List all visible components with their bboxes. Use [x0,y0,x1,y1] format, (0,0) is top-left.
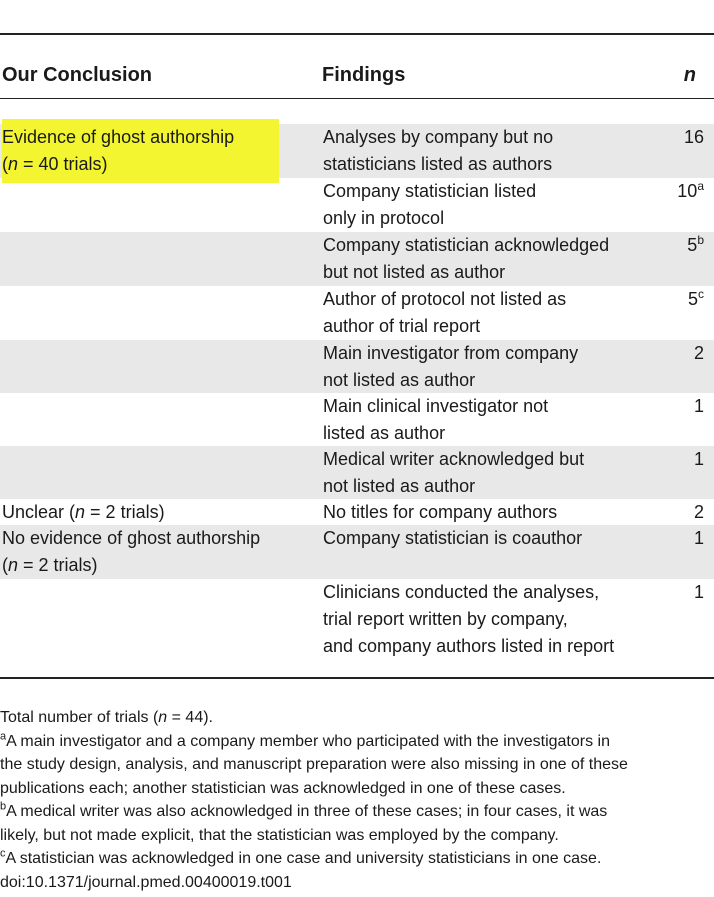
header-our-conclusion: Our Conclusion [2,64,152,86]
header-findings: Findings [322,64,406,86]
table-row [0,178,714,232]
n-value: 10 [677,181,698,201]
table-row [0,393,714,446]
n-value: 2 [693,502,704,522]
footnote-marker: b [0,800,7,813]
table-bottom-rule [0,677,714,679]
n-variable: n [8,555,19,575]
header-n: n [683,64,696,86]
conclusion-line [2,151,234,178]
footnote-a-line: the study design, analysis, and manuscript preparation were also missing in one of these [0,756,628,773]
note-text: Total number of trials ( [0,709,159,726]
findings-line: not listed as author [323,476,476,496]
footnote-marker: a [0,730,7,743]
findings-cell [323,124,553,178]
n-cell [694,446,704,473]
findings-cell [323,232,609,286]
footnote-a-line: publications each; another statistician was acknowledged in one of these cases. [0,779,566,797]
table-row [0,579,714,667]
footnote-b [0,800,714,824]
conclusion-text: = 2 trials) [85,502,165,522]
n-value: 1 [693,528,704,548]
conclusion-line: No evidence of ghost authorship [2,528,261,548]
n-cell [694,579,704,606]
table-row [0,499,714,525]
note-text: = 44). [167,709,213,726]
n-variable: n [8,154,19,174]
n-value: 1 [693,396,704,416]
n-cell [677,178,704,205]
total-note [0,706,714,730]
findings-line: only in protocol [323,208,445,228]
findings-cell [323,393,548,447]
conclusion-text: = 40 trials) [18,154,108,174]
note-text: A medical writer was also acknowledged in three of these cases; in four cases, it was [6,803,608,820]
conclusion-text: Unclear ( [2,502,76,522]
findings-line: statisticians listed as authors [323,154,553,174]
findings-line: and company authors listed in report [323,636,615,656]
findings-line: listed as author [323,423,446,443]
findings-cell [323,446,584,500]
findings-cell [323,499,557,526]
n-cell [694,499,704,526]
findings-line: Company statistician is coauthor [323,528,583,548]
n-value: 5 [687,289,698,309]
findings-cell [323,525,582,552]
n-value: 2 [693,343,704,363]
findings-line: Company statistician listed [323,181,537,201]
footnote-c [0,847,714,871]
footnote-marker: c [0,847,6,860]
n-cell [687,232,704,259]
footnote-marker: c [698,287,704,301]
findings-cell [323,579,614,660]
table-top-rule [0,33,714,35]
table-row [0,340,714,393]
n-variable: n [75,502,86,522]
note-text: A main investigator and a company member who participated with the investigators in [6,732,610,750]
conclusion-text: ( [2,555,8,575]
conclusion-cell [2,499,165,526]
footnote-marker: b [697,233,704,247]
conclusion-line: Evidence of ghost authorship [2,127,235,147]
findings-cell [323,340,578,394]
findings-line: Analyses by company but no [323,127,554,147]
findings-line: Clinicians conducted the analyses, [323,582,600,602]
table-row [0,525,714,579]
findings-cell [323,178,536,232]
findings-line: but not listed as author [323,262,506,282]
conclusion-text: = 2 trials) [18,555,98,575]
n-value: 16 [683,127,704,147]
n-cell [694,340,704,367]
header-rule [0,98,714,99]
footnote-b-line: likely, but not made explicit, that the statistician was employed by the company. [0,826,559,844]
footnote-marker: a [697,179,704,193]
conclusion-text: ( [2,154,8,174]
n-variable: n [158,709,168,726]
table-row [0,286,714,340]
table-row [0,446,714,499]
findings-line: Author of protocol not listed as [323,289,567,309]
findings-line: trial report written by company, [323,609,568,629]
table-row [0,232,714,286]
findings-line: author of trial report [323,316,481,336]
findings-line: Main investigator from company [323,343,579,363]
table-row-overlay [0,124,714,178]
n-value: 1 [693,582,704,602]
n-value: 5 [687,235,698,255]
n-value: 1 [693,449,704,469]
note-text: A statistician was acknowledged in one case and university statisticians in one case. [5,850,602,867]
doi-link[interactable]: doi:10.1371/journal.pmed.00400019.t001 [0,873,292,891]
n-cell [688,286,704,313]
n-cell [694,525,704,552]
n-cell [694,393,704,420]
findings-line: No titles for company authors [323,502,558,522]
findings-line: Main clinical investigator not [323,396,549,416]
conclusion-cell [2,124,234,178]
findings-line: Medical writer acknowledged but [323,449,585,469]
n-cell [684,124,704,151]
findings-cell [323,286,566,340]
conclusion-line [2,552,260,579]
findings-line: not listed as author [323,370,476,390]
table-footnotes [0,706,714,894]
findings-line: Company statistician acknowledged [323,235,610,255]
conclusion-cell [2,525,260,579]
footnote-a [0,730,714,754]
